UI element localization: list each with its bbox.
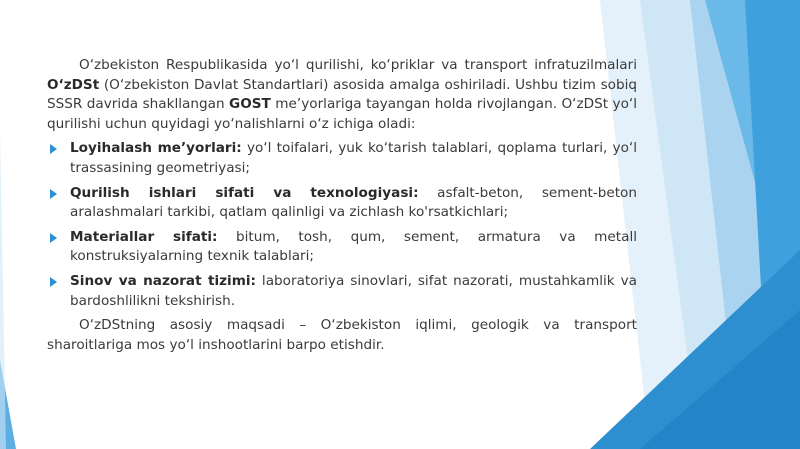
list-item-text: bitum, tosh, qum, sement, armatura va metall konstruksiyalarning texnik talablari; bbox=[70, 228, 637, 265]
list-item-title: Qurilish ishlari sifati va texnologiyasi: bbox=[70, 184, 419, 201]
list-item-text: yo‘l toifalari, yuk ko‘tarish talablari, qoplama turlari, yo‘l trassasining geometriyasi; bbox=[70, 140, 637, 176]
bullet-arrow-icon bbox=[50, 277, 57, 287]
intro-text-3: me’yorlariga tayangan holda rivojlangan. O‘zDSt yo‘l qurilishi uchun quyidagi yo‘nalishlarni o‘z ichiga oladi: bbox=[47, 96, 637, 132]
intro-text-2: (O‘zbekiston Davlat Standartlari) asosida amalga oshiriladi. Ushbu tizim sobiq SSSR davrida shakllangan bbox=[47, 76, 637, 113]
slide-content bbox=[47, 56, 637, 355]
list-item bbox=[47, 139, 637, 178]
list-item-text: laboratoriya sinovlari, sifat nazorati, mustahkamlik va bardoshlilikni tekshirish. bbox=[70, 272, 638, 309]
list-item-title: Loyihalash me’yorlari: bbox=[70, 140, 242, 157]
gost-term: GOST bbox=[229, 96, 271, 113]
intro-text-1: O‘zbekiston Respublikasida yo‘l qurilishi, ko‘priklar va transport infratuzilmalari bbox=[79, 57, 637, 73]
bullet-arrow-icon bbox=[50, 144, 57, 154]
list-item-title: Materiallar sifati: bbox=[70, 228, 218, 245]
conclusion-paragraph: O‘zDStning asosiy maqsadi – O‘zbekiston iqlimi, geologik va transport sharoitlariga mos yo‘l inshootlarini barpo etishdir. bbox=[47, 317, 637, 353]
list-item bbox=[47, 184, 637, 223]
bullet-arrow-icon bbox=[50, 233, 57, 243]
list-item bbox=[47, 272, 637, 311]
ozdst-term: O‘zDSt bbox=[47, 76, 100, 93]
bullet-arrow-icon bbox=[50, 189, 57, 199]
list-item-title: Sinov va nazorat tizimi: bbox=[70, 272, 256, 289]
standards-list bbox=[47, 139, 637, 311]
intro-paragraph bbox=[47, 56, 637, 134]
list-item bbox=[47, 228, 637, 267]
list-item-text: asfalt-beton, sement-beton aralashmalari tarkibi, qatlam qalinligi va zichlash ko'rsatkichlari; bbox=[70, 184, 637, 221]
